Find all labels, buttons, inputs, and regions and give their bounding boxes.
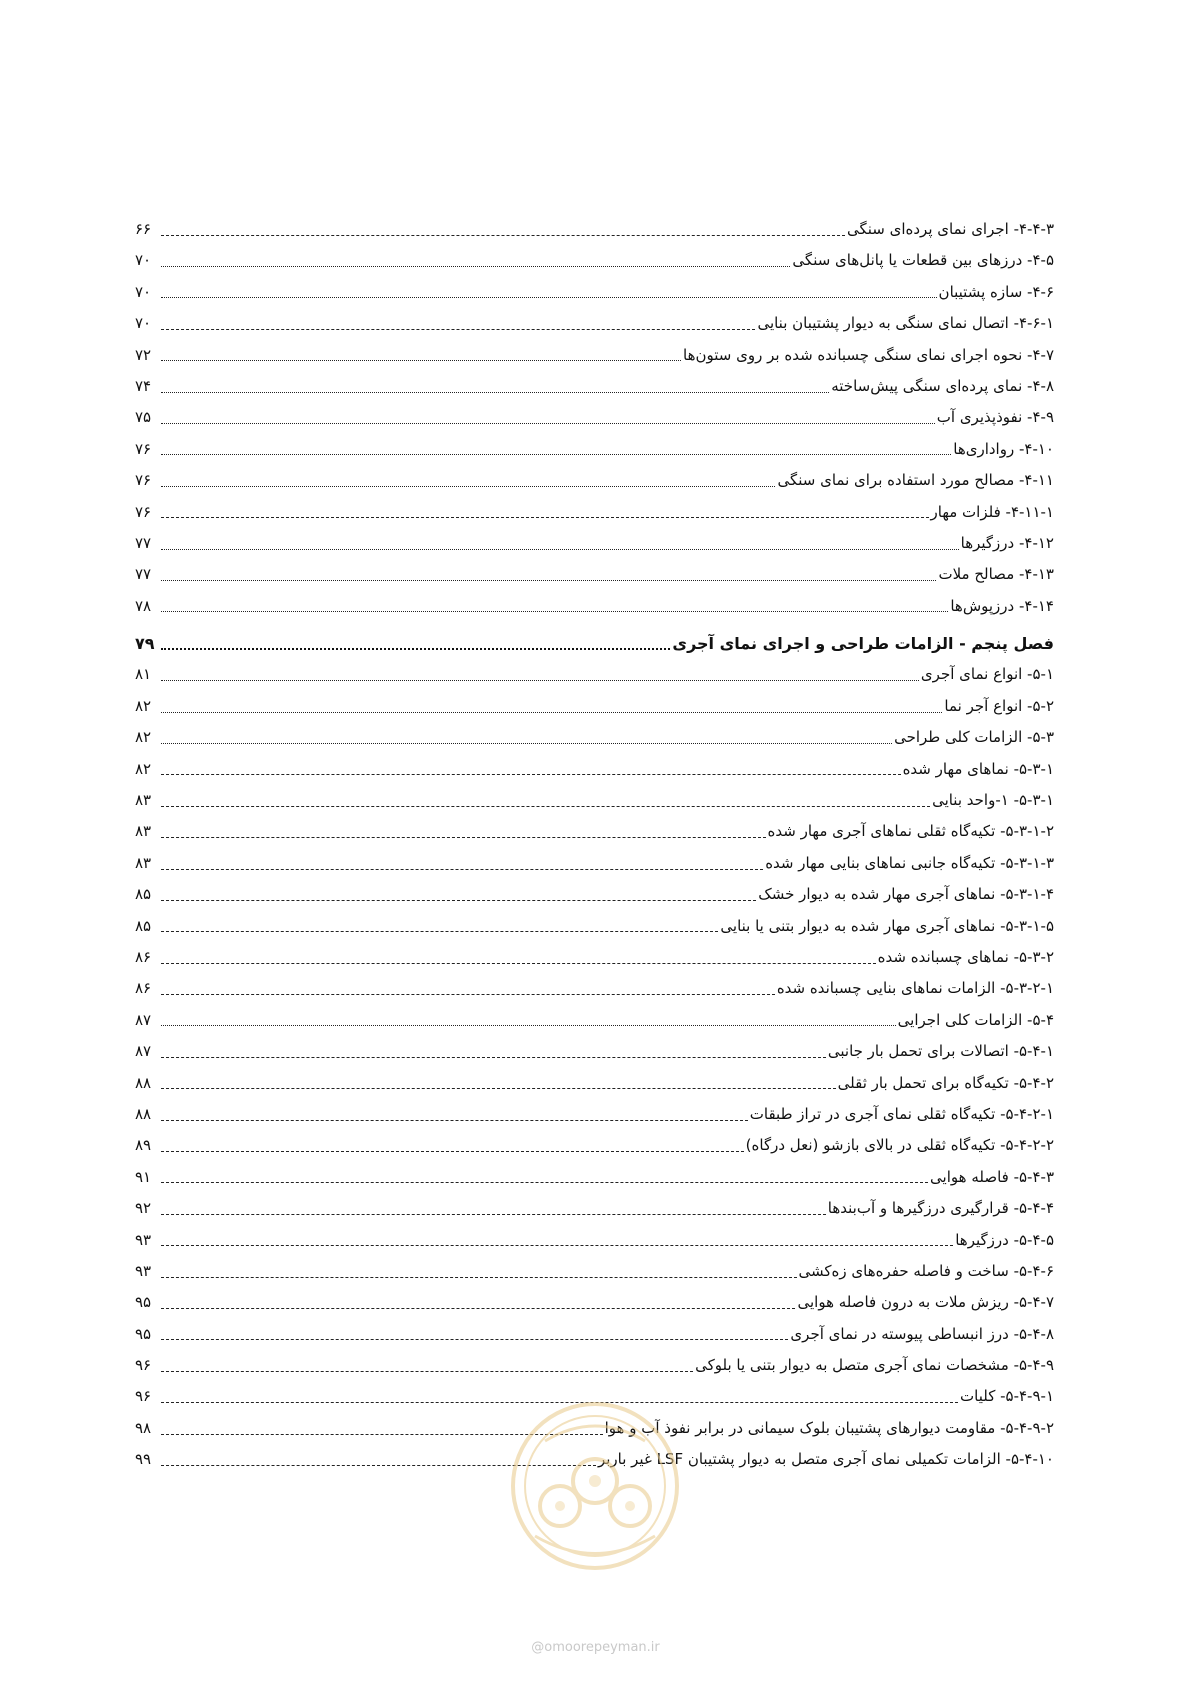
toc-leader — [161, 453, 951, 455]
toc-entry[interactable] — [135, 1225, 1054, 1256]
toc-entry[interactable] — [135, 1130, 1054, 1161]
toc-entry[interactable] — [135, 785, 1054, 816]
toc-page-number: ۷۶ — [135, 471, 152, 490]
toc-leader — [161, 868, 763, 870]
toc-page-number: ۸۶ — [135, 947, 152, 966]
toc-entry-title: ۴-۷- نحوه اجرای نمای سنگی چسبانده شده بر روی ستون‌ها — [683, 345, 1054, 364]
toc-entry-title: ۵-۲- انواع آجر نما — [944, 696, 1054, 715]
toc-entry[interactable] — [135, 1036, 1054, 1067]
toc-page-number: ۸۱ — [135, 665, 152, 684]
toc-entry-title: ۴-۶- سازه پشتیبان — [938, 282, 1054, 301]
toc-entry-title: ۵-۳- الزامات کلی طراحی — [894, 728, 1054, 747]
toc-page-number: ۷۰ — [135, 251, 152, 270]
toc-entry-title: ۵-۳-۱- ۱-واحد بنایی — [932, 791, 1054, 810]
toc-page-number: ۷۷ — [135, 565, 152, 584]
toc-entry[interactable] — [135, 245, 1054, 276]
toc-entry-title: ۵-۴-۱۰- الزامات تکمیلی نمای آجری متصل به دیوار پشتیبان LSF غیر باربر — [597, 1450, 1054, 1469]
toc-entry-title: ۴-۶-۱- اتصال نمای سنگی به دیوار پشتیبان بنایی — [757, 314, 1054, 333]
toc-entry[interactable] — [135, 848, 1054, 879]
toc-entry-title: ۴-۴-۳- اجرای نمای پرده‌ای سنگی — [846, 220, 1054, 238]
toc-leader — [161, 1181, 928, 1183]
toc-chapter-heading[interactable] — [135, 628, 1054, 659]
toc-entry[interactable] — [135, 340, 1054, 371]
toc-leader — [161, 805, 930, 807]
toc-entry-title: فصل پنجم - الزامات طراحی و اجرای نمای آجری — [672, 634, 1054, 654]
toc-entry-title: ۵-۳-۲- نماهای چسبانده شده — [877, 947, 1054, 966]
toc-entry[interactable] — [135, 308, 1054, 339]
footer-url: @omoorepeyman.ir — [531, 1640, 660, 1655]
toc-page-number: ۷۵ — [135, 408, 152, 427]
toc-leader — [161, 1119, 748, 1121]
toc-entry-title: ۴-۸- نمای پرده‌ای سنگی پیش‌ساخته — [831, 376, 1054, 395]
toc-page-number: ۹۸ — [135, 1418, 152, 1437]
toc-entry[interactable] — [135, 942, 1054, 973]
toc-entry-title: ۴-۵- درزهای بین قطعات یا پانل‌های سنگی — [792, 251, 1054, 270]
toc-entry-title: ۵-۴-۹-۲- مقاومت دیوارهای پشتیبان بلوک سیمانی در برابر نفوذ آب و هوا — [604, 1418, 1054, 1437]
toc-entry[interactable] — [135, 1319, 1054, 1350]
toc-leader — [161, 485, 775, 487]
toc-leader — [161, 1370, 693, 1372]
toc-entry[interactable] — [135, 497, 1054, 528]
toc-entry-title: ۵-۴-۴- قرارگیری درزگیرها و آب‌بندها — [827, 1199, 1054, 1218]
toc-entry-title: ۵-۴-۸- درز انبساطی پیوسته در نمای آجری — [790, 1324, 1054, 1343]
toc-entry-title: ۵-۴-۳- فاصله هوایی — [930, 1167, 1054, 1186]
toc-entry[interactable] — [135, 465, 1054, 496]
toc-page-number: ۹۳ — [135, 1230, 152, 1249]
toc-page-number: ۸۳ — [135, 822, 152, 841]
toc-entry[interactable] — [135, 1350, 1054, 1381]
toc-page-number: ۹۶ — [135, 1356, 152, 1375]
toc-entry-title: ۵-۴-۱- اتصالات برای تحمل بار جانبی — [827, 1042, 1054, 1061]
toc-leader — [161, 773, 901, 775]
toc-entry-title: ۴-۱۱- مصالح مورد استفاده برای نمای سنگی — [777, 471, 1054, 490]
toc-page-number: ۹۲ — [135, 1199, 152, 1218]
toc-entry-title: ۵-۴-۲- تکیه‌گاه برای تحمل بار ثقلی — [837, 1073, 1054, 1092]
toc-entry-title: ۵-۴-۲-۱- تکیه‌گاه ثقلی نمای آجری در تراز طبقات — [749, 1104, 1054, 1123]
toc-page-number: ۹۵ — [135, 1293, 152, 1312]
toc-leader — [161, 1087, 836, 1089]
toc-entry[interactable] — [135, 214, 1054, 245]
toc-leader — [161, 1338, 788, 1340]
toc-leader — [161, 742, 892, 744]
toc-leader — [161, 359, 681, 361]
toc-entry[interactable] — [135, 371, 1054, 402]
toc-entry[interactable] — [135, 1099, 1054, 1130]
toc-page-number: ۸۷ — [135, 1010, 152, 1029]
toc-leader — [161, 962, 876, 964]
toc-leader — [161, 930, 718, 932]
toc-page-number: ۹۶ — [135, 1387, 152, 1406]
toc-page-number: ۷۹ — [135, 634, 155, 654]
toc-leader — [161, 899, 756, 901]
toc-entry-title: ۵-۳-۱-۳- تکیه‌گاه جانبی نماهای بنایی مهار شده — [765, 853, 1054, 872]
toc-entry[interactable] — [135, 691, 1054, 722]
toc-page-number: ۷۰ — [135, 282, 152, 301]
toc-page-number: ۸۳ — [135, 791, 152, 810]
toc-leader — [161, 1213, 826, 1215]
toc-entry[interactable] — [135, 754, 1054, 785]
toc-entry-title: ۵-۴- الزامات کلی اجرایی — [897, 1010, 1054, 1029]
toc-page-number: ۸۸ — [135, 1073, 152, 1092]
toc-page-number: ۷۰ — [135, 314, 152, 333]
toc-page-number: ۹۳ — [135, 1261, 152, 1280]
toc-page-number: ۸۲ — [135, 759, 152, 778]
toc-entry[interactable] — [135, 1287, 1054, 1318]
toc-page-number: ۷۴ — [135, 376, 152, 395]
toc-leader — [161, 548, 959, 550]
toc-leader — [161, 296, 937, 298]
toc-leader — [161, 391, 829, 393]
toc-leader — [161, 647, 670, 650]
toc-entry-title: ۵-۱- انواع نمای آجری — [920, 665, 1054, 684]
toc-leader — [161, 265, 790, 267]
toc-entry-title: ۵-۳-۲-۱- الزامات نماهای بنایی چسبانده شده — [776, 979, 1054, 998]
toc-page-number: ۸۸ — [135, 1104, 152, 1123]
toc-page-number: ۹۹ — [135, 1450, 152, 1469]
toc-page-number: ۸۲ — [135, 728, 152, 747]
toc-leader — [161, 679, 919, 681]
toc-entry[interactable] — [135, 591, 1054, 622]
toc-leader — [161, 1150, 744, 1152]
toc-entry-title: ۴-۱۰- رواداری‌ها — [953, 439, 1054, 458]
toc-entry-title: ۵-۴-۹-۱- کلیات — [960, 1387, 1054, 1406]
toc-entry[interactable] — [135, 816, 1054, 847]
toc-page-number: ۷۲ — [135, 345, 152, 364]
toc-page-number: ۹۱ — [135, 1167, 152, 1186]
toc-leader — [161, 328, 755, 330]
toc-entry-title: ۵-۴-۹- مشخصات نمای آجری متصل به دیوار بتنی یا بلوکی — [695, 1356, 1054, 1375]
toc-entry[interactable] — [135, 879, 1054, 910]
toc-entry-title: ۴-۱۳- مصالح ملات — [938, 565, 1054, 584]
toc-leader — [161, 993, 775, 995]
toc-leader — [161, 711, 942, 713]
toc-leader — [161, 836, 766, 838]
toc-entry[interactable] — [135, 722, 1054, 753]
toc-entry[interactable] — [135, 1068, 1054, 1099]
toc-leader — [161, 610, 948, 612]
toc-page-number: ۸۳ — [135, 853, 152, 872]
toc-page-number: ۷۶ — [135, 439, 152, 458]
toc-page-number: ۸۶ — [135, 979, 152, 998]
toc-entry[interactable] — [135, 1193, 1054, 1224]
toc-leader — [161, 422, 935, 424]
toc-page-number: ۸۹ — [135, 1136, 152, 1155]
toc-entry-title: ۴-۱۲- درزگیرها — [960, 533, 1054, 552]
toc-entry-title: ۵-۳-۱-۴- نماهای آجری مهار شده به دیوار خشک — [758, 885, 1054, 904]
toc-entry-title: ۵-۴-۷- ریزش ملات به درون فاصله هوایی — [797, 1293, 1054, 1312]
toc-page-number: ۹۵ — [135, 1324, 152, 1343]
toc-leader — [161, 1307, 795, 1309]
toc-page-number: ۸۲ — [135, 696, 152, 715]
toc-leader — [161, 234, 845, 236]
toc-page-number: ۶۶ — [135, 220, 152, 238]
toc-leader — [161, 1244, 953, 1246]
toc-entry-title: ۵-۳-۱- نماهای مهار شده — [902, 759, 1054, 778]
toc-entry[interactable] — [135, 1162, 1054, 1193]
toc-leader — [161, 1024, 896, 1026]
toc-entry-title: ۵-۴-۶- ساخت و فاصله حفره‌های زه‌کشی — [798, 1261, 1054, 1280]
toc-page-number: ۷۸ — [135, 596, 152, 615]
toc-entry-title: ۵-۳-۱-۵- نماهای آجری مهار شده به دیوار بتنی یا بنایی — [720, 916, 1054, 935]
toc-entry[interactable] — [135, 911, 1054, 942]
toc-entry[interactable] — [135, 434, 1054, 465]
toc-entry[interactable] — [135, 277, 1054, 308]
toc-leader — [161, 579, 936, 581]
toc-entry-title: ۴-۱۱-۱- فلزات مهار — [930, 502, 1054, 521]
toc-entry[interactable] — [135, 659, 1054, 690]
toc-entry[interactable] — [135, 1005, 1054, 1036]
toc-entry[interactable] — [135, 1256, 1054, 1287]
toc-leader — [161, 516, 929, 518]
toc-leader — [161, 1276, 797, 1278]
toc-page-number: ۸۵ — [135, 916, 152, 935]
toc-entry-title: ۴-۱۴- درزپوش‌ها — [950, 596, 1054, 615]
toc-page-number: ۸۷ — [135, 1042, 152, 1061]
watermark-logo-icon — [505, 1396, 685, 1576]
toc-entry-title: ۵-۴-۵- درزگیرها — [955, 1230, 1054, 1249]
toc-page-number: ۷۷ — [135, 533, 152, 552]
toc-entry-title: ۵-۴-۲-۲- تکیه‌گاه ثقلی در بالای بازشو (نعل درگاه) — [745, 1136, 1054, 1155]
toc-leader — [161, 1056, 826, 1058]
table-of-contents — [135, 214, 1054, 1476]
toc-entry[interactable] — [135, 528, 1054, 559]
toc-entry[interactable] — [135, 402, 1054, 433]
toc-entry-title: ۵-۳-۱-۲- تکیه‌گاه ثقلی نماهای آجری مهار شده — [767, 822, 1054, 841]
toc-page-number: ۷۶ — [135, 502, 152, 521]
toc-entry[interactable] — [135, 973, 1054, 1004]
toc-entry-title: ۴-۹- نفوذپذیری آب — [936, 408, 1054, 427]
toc-entry[interactable] — [135, 559, 1054, 590]
toc-page-number: ۸۵ — [135, 885, 152, 904]
